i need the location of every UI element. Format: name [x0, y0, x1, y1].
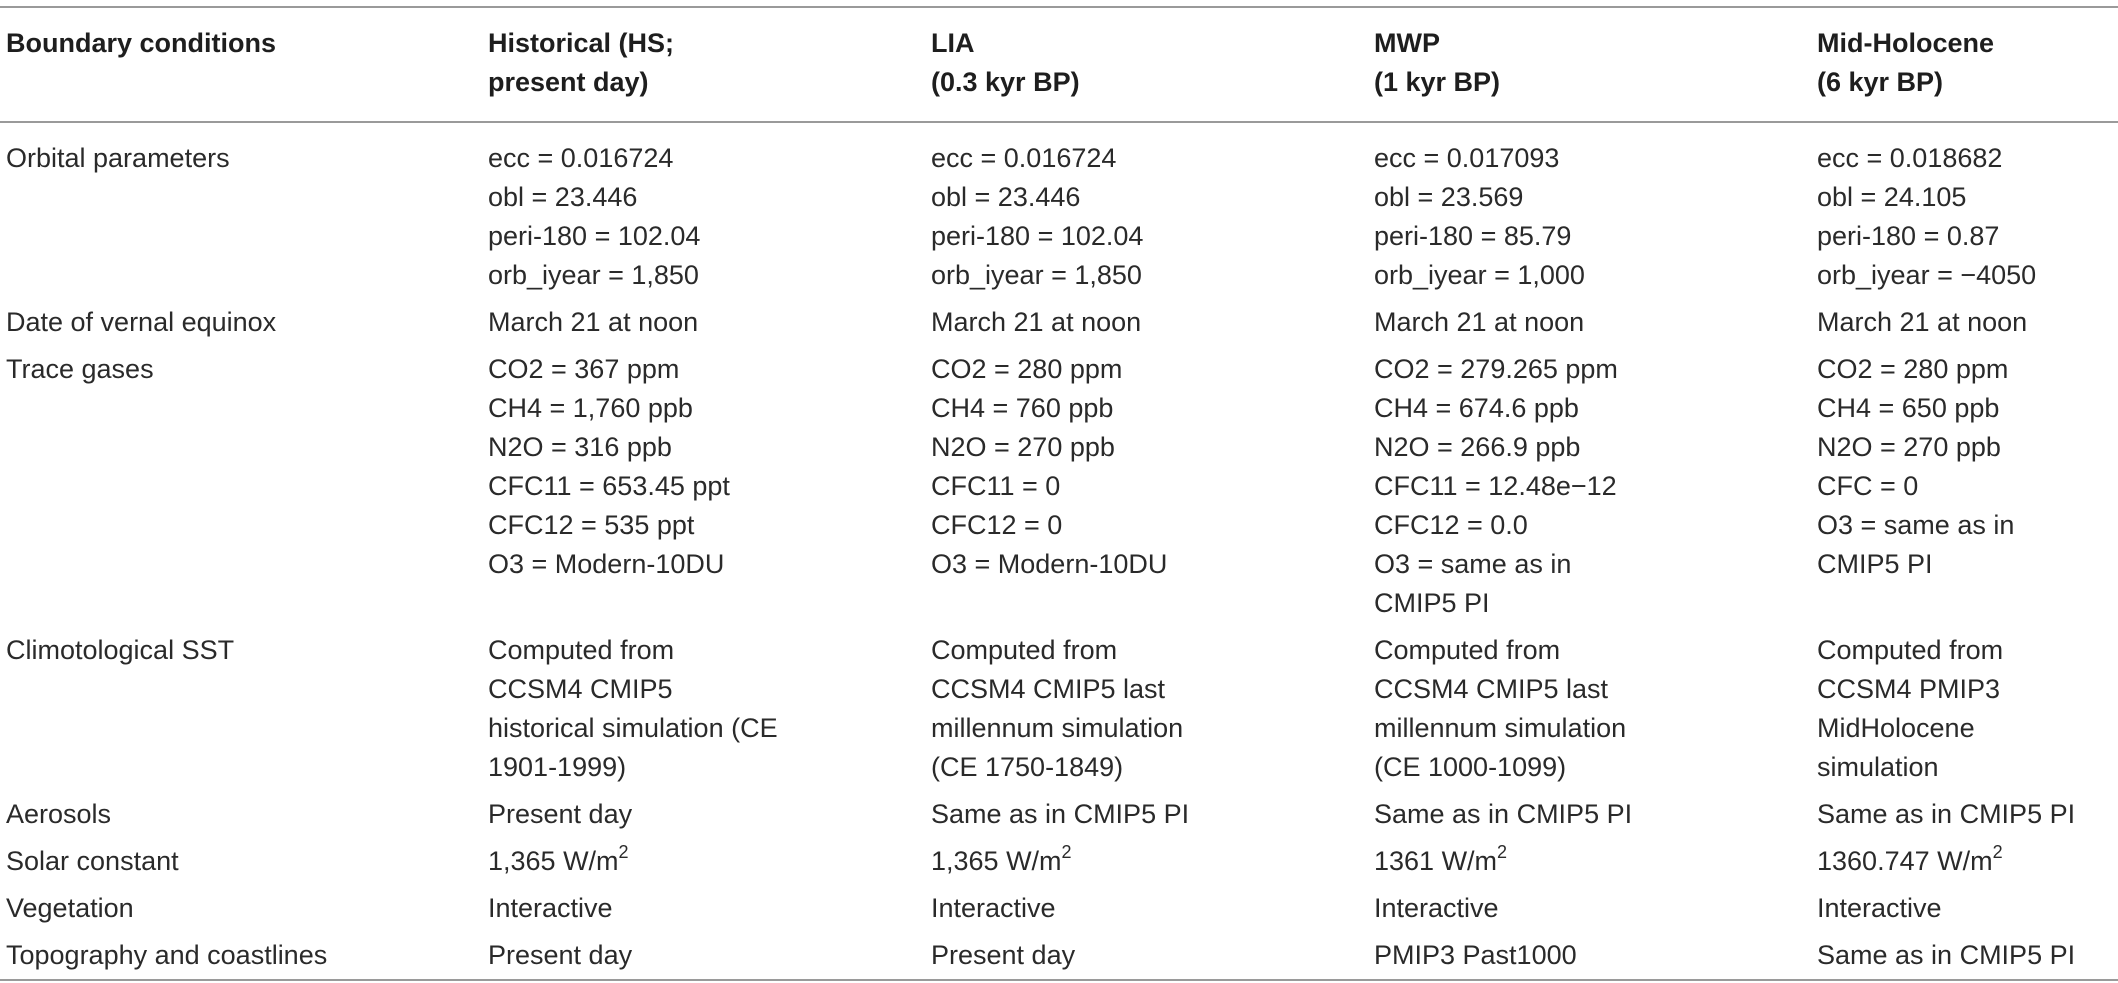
cell-line: CMIP5 PI — [1374, 588, 1490, 618]
cell-lia — [931, 889, 1374, 936]
header-historical — [488, 7, 931, 122]
cell-line: CFC11 = 12.48e−12 — [1374, 471, 1617, 501]
cell-lia — [931, 842, 1374, 889]
cell-historical — [488, 842, 931, 889]
cell-line: Interactive — [1817, 893, 1942, 923]
row-label-text: Trace gases — [6, 354, 154, 384]
header-line: (1 kyr BP) — [1374, 67, 1501, 97]
cell-mwp — [1374, 842, 1817, 889]
cell-mid-holocene — [1817, 842, 2118, 889]
cell-line: N2O = 316 ppb — [488, 432, 672, 462]
cell-line: Present day — [931, 940, 1076, 970]
unit-superscript: 2 — [1992, 842, 2003, 862]
header-line: LIA — [931, 28, 975, 58]
cell-line: N2O = 270 ppb — [1817, 432, 2001, 462]
cell-mid-holocene — [1817, 795, 2118, 842]
header-boundary-conditions — [0, 7, 488, 122]
cell-line: N2O = 270 ppb — [931, 432, 1115, 462]
header-line: MWP — [1374, 28, 1440, 58]
cell-historical — [488, 631, 931, 795]
cell-line: CFC = 0 — [1817, 471, 1919, 501]
cell-mid-holocene — [1817, 889, 2118, 936]
cell-line: obl = 23.569 — [1374, 182, 1524, 212]
cell-line: historical simulation (CE — [488, 713, 778, 743]
cell-value: 1360.747 W/m — [1817, 846, 1993, 876]
cell-mid-holocene — [1817, 936, 2118, 980]
cell-line: ecc = 0.018682 — [1817, 143, 2003, 173]
cell-mwp — [1374, 303, 1817, 350]
cell-line — [1817, 842, 2118, 881]
header-line: (0.3 kyr BP) — [931, 67, 1080, 97]
cell-line: obl = 23.446 — [488, 182, 638, 212]
header-row — [0, 7, 2118, 122]
cell-line: millennum simulation — [931, 713, 1184, 743]
cell-line: CCSM4 CMIP5 last — [1374, 674, 1609, 704]
cell-mwp — [1374, 795, 1817, 842]
cell-lia — [931, 350, 1374, 631]
cell-mid-holocene — [1817, 350, 2118, 631]
cell-historical — [488, 122, 931, 303]
header-line: Historical (HS; — [488, 28, 675, 58]
cell-line: peri-180 = 102.04 — [488, 221, 701, 251]
table-row — [0, 350, 2118, 631]
cell-value: 1,365 W/m — [488, 846, 619, 876]
cell-line: Same as in CMIP5 PI — [1374, 799, 1633, 829]
cell-line: CFC12 = 0 — [931, 510, 1063, 540]
unit-superscript: 2 — [1497, 842, 1508, 862]
unit-superscript: 2 — [618, 842, 629, 862]
cell-lia — [931, 631, 1374, 795]
cell-line: O3 = Modern-10DU — [931, 549, 1168, 579]
cell-line: obl = 23.446 — [931, 182, 1081, 212]
boundary-conditions-table — [0, 6, 2118, 981]
cell-line: CFC11 = 653.45 ppt — [488, 471, 730, 501]
cell-line: CH4 = 760 ppb — [931, 393, 1114, 423]
cell-line: CH4 = 674.6 ppb — [1374, 393, 1579, 423]
cell-line: ecc = 0.016724 — [488, 143, 674, 173]
header-line: present day) — [488, 67, 649, 97]
cell-historical — [488, 936, 931, 980]
table-row — [0, 889, 2118, 936]
cell-line: obl = 24.105 — [1817, 182, 1967, 212]
cell-line: peri-180 = 0.87 — [1817, 221, 2000, 251]
cell-line: Present day — [488, 799, 633, 829]
cell-value: 1361 W/m — [1374, 846, 1498, 876]
cell-line: CCSM4 CMIP5 last — [931, 674, 1166, 704]
cell-line: CO2 = 280 ppm — [1817, 354, 2009, 384]
row-label-text: Climotological SST — [6, 635, 235, 665]
cell-lia — [931, 122, 1374, 303]
cell-historical — [488, 303, 931, 350]
table-row — [0, 303, 2118, 350]
cell-line: (CE 1000-1099) — [1374, 752, 1567, 782]
cell-historical — [488, 350, 931, 631]
row-label — [0, 350, 488, 631]
row-label — [0, 842, 488, 889]
cell-mwp — [1374, 936, 1817, 980]
header-mid-holocene — [1817, 7, 2118, 122]
cell-line: orb_iyear = −4050 — [1817, 260, 2037, 290]
cell-historical — [488, 889, 931, 936]
table-row — [0, 122, 2118, 303]
cell-line: Interactive — [488, 893, 613, 923]
row-label-text: Orbital parameters — [6, 143, 230, 173]
cell-lia — [931, 795, 1374, 842]
cell-historical — [488, 795, 931, 842]
cell-line: (CE 1750-1849) — [931, 752, 1124, 782]
row-label-text: Topography and coastlines — [6, 940, 328, 970]
cell-line: orb_iyear = 1,000 — [1374, 260, 1585, 290]
cell-line: CCSM4 CMIP5 — [488, 674, 673, 704]
cell-line: CO2 = 367 ppm — [488, 354, 680, 384]
header-line: Boundary conditions — [6, 28, 276, 58]
cell-line: Computed from — [931, 635, 1118, 665]
table-header — [0, 7, 2118, 122]
cell-lia — [931, 303, 1374, 350]
header-line: (6 kyr BP) — [1817, 67, 1944, 97]
cell-line: CCSM4 PMIP3 — [1817, 674, 2001, 704]
cell-line: O3 = Modern-10DU — [488, 549, 725, 579]
row-label — [0, 303, 488, 350]
row-label — [0, 795, 488, 842]
cell-line: Interactive — [931, 893, 1056, 923]
row-label — [0, 936, 488, 980]
cell-line: CMIP5 PI — [1817, 549, 1933, 579]
cell-line: Same as in CMIP5 PI — [1817, 799, 2076, 829]
cell-mwp — [1374, 631, 1817, 795]
cell-line: ecc = 0.016724 — [931, 143, 1117, 173]
cell-line: N2O = 266.9 ppb — [1374, 432, 1581, 462]
cell-line: CO2 = 279.265 ppm — [1374, 354, 1618, 384]
row-label-text: Solar constant — [6, 846, 179, 876]
cell-mid-holocene — [1817, 122, 2118, 303]
cell-line: Interactive — [1374, 893, 1499, 923]
cell-mid-holocene — [1817, 631, 2118, 795]
cell-line: peri-180 = 85.79 — [1374, 221, 1572, 251]
row-label — [0, 122, 488, 303]
cell-line: Computed from — [1374, 635, 1561, 665]
unit-superscript: 2 — [1061, 842, 1072, 862]
cell-line: Same as in CMIP5 PI — [1817, 940, 2076, 970]
row-label — [0, 889, 488, 936]
table-body — [0, 122, 2118, 980]
cell-line: peri-180 = 102.04 — [931, 221, 1144, 251]
cell-line: 1901-1999) — [488, 752, 627, 782]
cell-line: CH4 = 650 ppb — [1817, 393, 2000, 423]
row-label-text: Aerosols — [6, 799, 112, 829]
cell-line: CO2 = 280 ppm — [931, 354, 1123, 384]
cell-line: Computed from — [488, 635, 675, 665]
cell-line: March 21 at noon — [1817, 307, 2028, 337]
header-mwp — [1374, 7, 1817, 122]
row-label-text: Date of vernal equinox — [6, 307, 277, 337]
cell-line: millennum simulation — [1374, 713, 1627, 743]
cell-line: Computed from — [1817, 635, 2004, 665]
table-row — [0, 842, 2118, 889]
cell-value: 1,365 W/m — [931, 846, 1062, 876]
table-row — [0, 631, 2118, 795]
cell-line: simulation — [1817, 752, 1939, 782]
cell-line — [931, 842, 1374, 881]
cell-line: March 21 at noon — [488, 307, 699, 337]
boundary-conditions-table-wrap — [0, 6, 2118, 983]
cell-line: orb_iyear = 1,850 — [488, 260, 699, 290]
cell-mwp — [1374, 350, 1817, 631]
cell-line — [488, 842, 931, 881]
row-label — [0, 631, 488, 795]
cell-line: Present day — [488, 940, 633, 970]
cell-line: CFC12 = 0.0 — [1374, 510, 1528, 540]
cell-line: March 21 at noon — [931, 307, 1142, 337]
cell-line: ecc = 0.017093 — [1374, 143, 1560, 173]
cell-line — [1374, 842, 1817, 881]
cell-mid-holocene — [1817, 303, 2118, 350]
cell-line: March 21 at noon — [1374, 307, 1585, 337]
header-line: Mid-Holocene — [1817, 28, 1995, 58]
cell-line: CH4 = 1,760 ppb — [488, 393, 693, 423]
table-row — [0, 936, 2118, 980]
cell-line: orb_iyear = 1,850 — [931, 260, 1142, 290]
table-row — [0, 795, 2118, 842]
cell-mwp — [1374, 122, 1817, 303]
cell-line: CFC12 = 535 ppt — [488, 510, 695, 540]
cell-line: CFC11 = 0 — [931, 471, 1061, 501]
cell-line: PMIP3 Past1000 — [1374, 940, 1577, 970]
cell-lia — [931, 936, 1374, 980]
cell-line: O3 = same as in — [1374, 549, 1572, 579]
row-label-text: Vegetation — [6, 893, 134, 923]
cell-mwp — [1374, 889, 1817, 936]
cell-line: O3 = same as in — [1817, 510, 2015, 540]
cell-line: MidHolocene — [1817, 713, 1975, 743]
cell-line: Same as in CMIP5 PI — [931, 799, 1190, 829]
header-lia — [931, 7, 1374, 122]
